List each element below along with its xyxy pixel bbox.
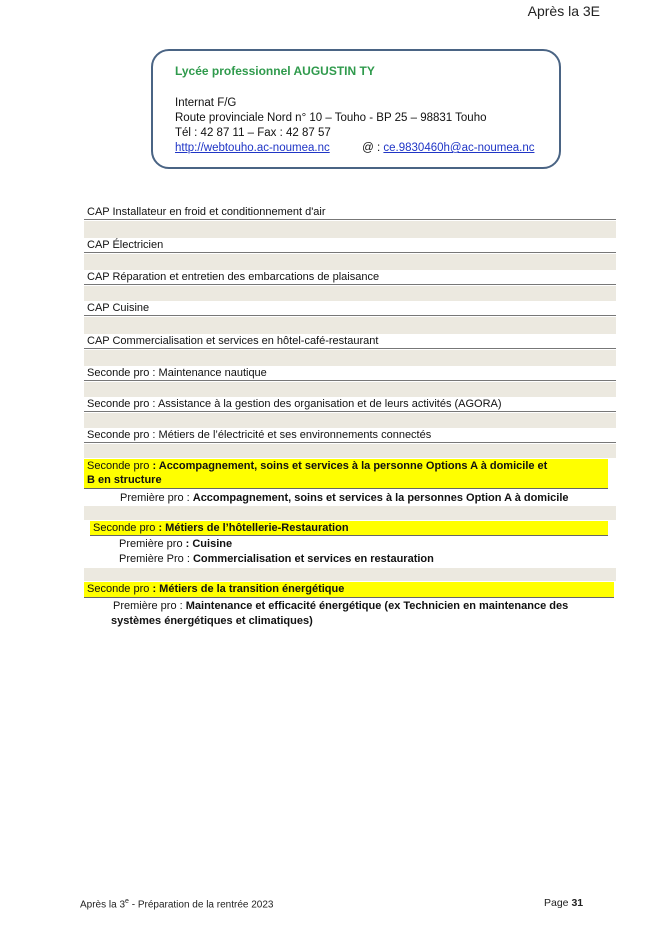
- sub-formation: [119, 552, 434, 566]
- formation-row: CAP Électricien: [84, 238, 616, 253]
- footer-rest: - Préparation de la rentrée 2023: [128, 899, 274, 911]
- email-label: @ :: [362, 142, 381, 154]
- family-prefix: Seconde pro: [87, 460, 153, 472]
- formation-row: Seconde pro : Maintenance nautique: [84, 366, 616, 381]
- sub-prefix: Première pro: [119, 538, 186, 550]
- school-boarding: Internat F/G: [175, 97, 237, 109]
- family-name-cont: B en structure: [87, 474, 162, 486]
- family-prefix: Seconde pro: [87, 583, 153, 595]
- footer-sup: e: [125, 898, 129, 905]
- page-header-title: Après la 3E: [527, 3, 600, 19]
- row-separator: [84, 382, 616, 397]
- sub-title: Maintenance et efficacité énergétique (ex Technicien en maintenance des: [185, 600, 569, 612]
- sub-title: Commercialisation et services en restauration: [192, 553, 434, 565]
- family-title: [90, 521, 608, 536]
- family-name: : Métiers de l’hôtellerie-Restauration: [158, 522, 349, 534]
- sub-formation: [113, 599, 568, 613]
- row-separator: [84, 350, 616, 366]
- row-separator: [84, 568, 616, 581]
- school-website-link[interactable]: http://webtouho.ac-noumea.nc: [175, 142, 330, 154]
- page-number: 31: [571, 897, 584, 909]
- formation-row: CAP Installateur en froid et conditionnement d'air: [84, 205, 616, 220]
- family-title: [84, 582, 614, 598]
- school-contact-line: [175, 142, 534, 154]
- row-separator: [84, 254, 616, 270]
- formation-row: Seconde pro : Métiers de l’électricité et ses environnements connectés: [84, 428, 616, 443]
- school-email-link[interactable]: ce.9830460h@ac-noumea.nc: [383, 142, 535, 154]
- footer-title: [80, 898, 273, 910]
- sub-prefix: Première Pro :: [119, 553, 193, 565]
- sub-formation: [119, 537, 232, 551]
- row-separator: [84, 286, 616, 301]
- page-number-label: [544, 897, 583, 909]
- row-separator: [84, 413, 616, 428]
- family-name: : Métiers de la transition énergétique: [152, 583, 345, 595]
- row-separator: [84, 506, 616, 520]
- sub-formation: [120, 491, 569, 505]
- formation-row: CAP Cuisine: [84, 301, 616, 316]
- sub-formation-cont: [111, 614, 313, 628]
- row-separator: [84, 317, 616, 334]
- page-label: Page: [544, 897, 569, 909]
- sub-prefix: Première pro :: [120, 492, 193, 504]
- family-name: : Accompagnement, soins et services à la personne Options A à domicile et: [152, 460, 548, 472]
- sub-title: Accompagnement, soins et services à la personnes Option A à domicile: [192, 492, 569, 504]
- sub-title-cont: systèmes énergétiques et climatiques): [111, 615, 313, 627]
- footer-main: Après la 3: [80, 899, 126, 911]
- school-info-box: [151, 49, 561, 169]
- school-name: Lycée professionnel AUGUSTIN TY: [175, 64, 375, 78]
- family-prefix: Seconde pro: [93, 522, 159, 534]
- formation-row: Seconde pro : Assistance à la gestion des organisation et de leurs activités (AGORA): [84, 397, 616, 412]
- formation-row: CAP Commercialisation et services en hôtel-café-restaurant: [84, 334, 616, 349]
- family-title: [84, 459, 608, 489]
- sub-prefix: Première pro :: [113, 600, 186, 612]
- sub-title: : Cuisine: [185, 538, 233, 550]
- school-phone: Tél : 42 87 11 – Fax : 42 87 57: [175, 127, 331, 139]
- formation-row: CAP Réparation et entretien des embarcations de plaisance: [84, 270, 616, 285]
- school-address: Route provinciale Nord n° 10 – Touho - BP 25 – 98831 Touho: [175, 112, 487, 124]
- row-separator: [84, 444, 616, 458]
- row-separator: [84, 221, 616, 238]
